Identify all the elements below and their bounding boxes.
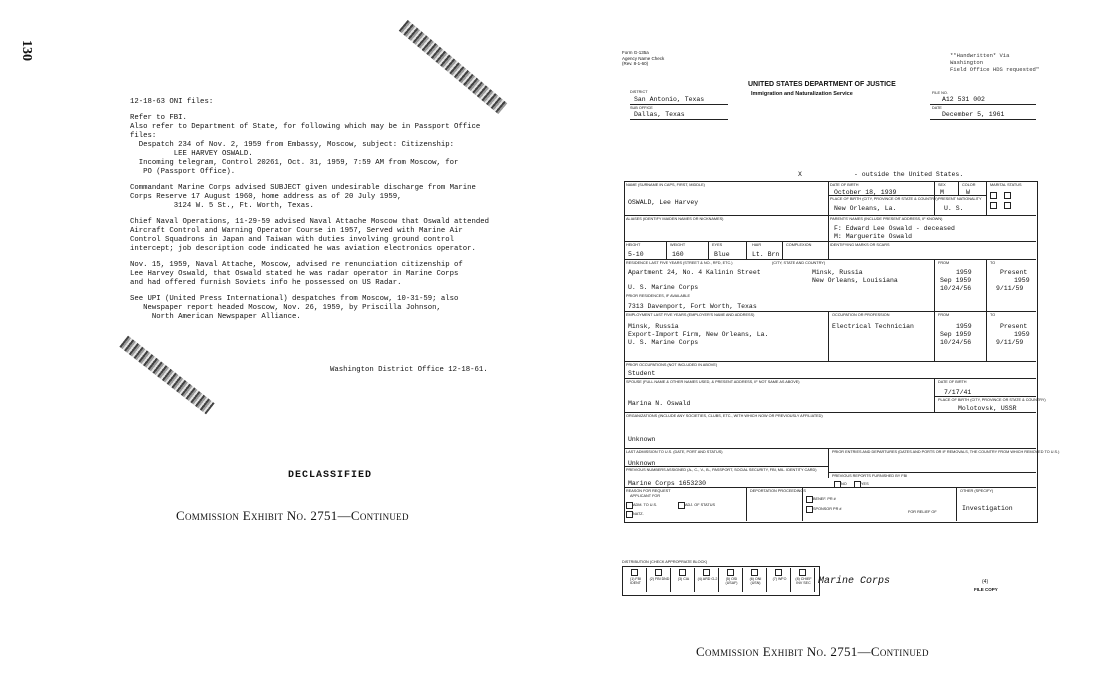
- distribution-checkbox: [727, 569, 734, 576]
- pob-value: New Orleans, La.: [834, 205, 897, 212]
- page-number: 130: [19, 40, 34, 61]
- nationality-value: U. S.: [944, 205, 964, 212]
- memo-paragraph: Commandant Marine Corps advised SUBJECT given undesirable discharge from Marine Corps Reserve 17 August 1960, home address as of 20 July 1959, 3124 W. 5 St., Ft. Worth, Texas.: [130, 184, 476, 210]
- residence-2-city: New Orleans, Louisiana: [812, 277, 898, 284]
- marital-checkbox: [1004, 192, 1011, 199]
- distribution-code: (1) FBI IDENT: [630, 577, 641, 585]
- distribution-code: (5) OSI (USAF): [725, 577, 738, 585]
- organizations-value: Unknown: [628, 436, 656, 443]
- right-caption: Commission Exhibit No. 2751—Continued: [696, 644, 929, 659]
- marital-checkbox: [990, 192, 997, 199]
- last-admission-value: Unknown: [628, 460, 656, 467]
- distribution-code: (2) FBI DND: [649, 577, 670, 581]
- prior-residence: 7313 Davenport, Fort Worth, Texas: [628, 303, 757, 310]
- spouse-dob: 7/17/41: [944, 389, 972, 396]
- spouse-pob: Molotovsk, USSR: [958, 405, 1017, 412]
- distribution-checkbox: [655, 569, 662, 576]
- distribution-checkbox: [679, 569, 686, 576]
- distribution-checkbox: [775, 569, 782, 576]
- declassified-stamp: DECLASSIFIED: [288, 470, 373, 481]
- memo-paragraph: Chief Naval Operations, 11-29-59 advised Naval Attache Moscow that Oswald attended Aircraft Control and Warning Operator Course in 1957, Served with Marine Air Control Squadrons in Japan and Taiwan with duties involving ground control intercept; job description code indicated he was aviation electronics operator.: [130, 218, 490, 253]
- distribution-cell: [696, 568, 719, 592]
- mother-value: M: Marguerite Oswald: [834, 233, 913, 240]
- outside-us-note: - outside the United States.: [854, 171, 964, 178]
- spouse-value: Marina N. Oswald: [628, 400, 691, 407]
- employment-1: Minsk, Russia: [628, 323, 679, 330]
- previous-numbers-value: Marine Corps 1653230: [628, 480, 707, 487]
- distribution-cell: [672, 568, 695, 592]
- residence-1: Apartment 24, No. 4 Kalinin Street: [628, 269, 761, 276]
- eyes-value: Blue: [714, 251, 730, 258]
- hair-value: Lt. Brn: [752, 251, 780, 258]
- file-number-value: A12 531 002: [942, 96, 985, 103]
- agency-name-check-form: Form G-135a Agency Name Check (Rev. 8-1-60) **Handwritten* Via Washington Field Office HDS requested" UNITED STATES DEPARTMENT OF JUSTICE Immigration and Naturalization Service DISTRICT San Antonio, Texas SUB OFFICE Dallas, Texas FILE NO. A12 531 002 DATE December 5, 1961 X - outside the United States. NAME (SURNAME IN CAPS, FIRST, MIDDLE) OSWALD, Lee Harvey DATE OF BIRTH October 18, 1939 SEX M COLOR W MARITAL STATUS PLACE OF BIRTH (CITY, PROVINCE OR STATE & COUNTRY) New Orleans, La. PRESENT NATIONALITY U. S. ALIASES (IDENTIFY MAIDEN NAMES OR NICKNAMES) PARENTS' NAMES (INCLUDE PRESENT ADDRESS, IF KNOWN) F: Edward Lee Oswald - deceased M: Marguerite Oswald HEIGHT 5-10 WEIGHT 160 EYES Blue HAIR Lt. Brn COMPLEXION IDENTIFYING MARKS OR SCARS RESIDENCE LAST FIVE YEARS (STREET & NO., RFD, ETC.) (CITY, STATE AND COUNTRY) FROM TO Apartment 24, No. 4 Kalinin Street Minsk, Russia 1959 Present New Orleans, Louisiana Sep 1959 1959 U. S. Marine Corps 10/24/56 9/11/59 PRIOR RESIDENCES, IF AVAILABLE 7313 Davenport, Fort Worth, Texas EMPLOYMENT LAST FIVE YEARS (EMPLOYER'S NAME AND ADDRESS) OCCUPATION OR PROFESSION FROM TO Minsk, Russia Export-Import Firm, New Orleans, La. U. S. Marine Corps Electrical Technician 1959 Present Sep 1959 1959 10/24/56 9/11/59 PRIOR OCCUPATIONS (NOT INCLUDED IN ABOVE) Student SPOUSE (FULL NAME & OTHER NAMES USED, & PRESENT ADDRESS, IF NOT SAME AS ABOVE) Marina N. Oswald DATE OF BIRTH 7/17/41 PLACE OF BIRTH (CITY, PROVINCE OR STATE & COUNTRY) Molotovsk, USSR ORGANIZATIONS (INCLUDE ANY SOCIETIES, CLUBS, ETC., WITH WHICH NOW OR PREVIOUSLY AFFILIATED) Unknown LAST ADMISSION TO U.S. (DATE, PORT AND STATUS) Unknown PRIOR ENTRIES AND DEPARTURES (DATES AND PORTS OR IF REMOVALS, THE COUNTRY FROM WHICH REMOVED TO U.S.) PREVIOUS NUMBERS ASSIGNED (A-, C-, V-, B-, PASSPORT, SOCIAL SECURITY, FBI, MIL. IDENTITY CARD) Marine Corps 1653230 PREVIOUS REPORTS FURNISHED BY FBI NO YES REASON FOR REQUEST APPLICANT FOR ADM. TO U.S. ADJ. OF STATUS NATZ. DEPORTATION PROCEEDINGS BENEF. PR # SPONSOR PR # FOR RELIEF OF OTHER (SPECIFY) Investigation DISTRIBUTION (CHECK APPROPRIATE BLOCK) (1) FBI IDENT (2) FBI DND (3) CIA (4) ARD G-2 (5) OSI (USAF) (6) ONI (USN) (7) WFO (8) CHIEF INV SEC Marine Corps (4) FILE COPY: [622, 50, 1040, 610]
- memo-paragraph: Refer to FBI. Also refer to Department of State, for following which may be in Passport Office files: Despatch 234 of Nov. 2, 1959 from Embassy, Moscow, subject: Citizenship: LEE HARVEY OSWALD. Incoming telegram, Control 20261, Oct. 31, 1959, 7:59 AM from Moscow, for PO (Passport Office).: [130, 114, 481, 176]
- distribution-cell: [768, 568, 791, 592]
- distribution-cell: [720, 568, 743, 592]
- tape-mark-bottom: [119, 336, 214, 415]
- distribution-signature: Marine Corps: [818, 576, 891, 587]
- marital-checkbox: [1004, 202, 1011, 209]
- oni-memo: [130, 98, 525, 329]
- prior-occupation: Student: [628, 370, 656, 377]
- distribution-checkbox: [799, 569, 806, 576]
- employment-3: U. S. Marine Corps: [628, 339, 699, 346]
- distribution-checkbox: [703, 569, 710, 576]
- office-line: Washington District Office 12-18-61.: [330, 366, 488, 374]
- marital-checkbox: [990, 202, 997, 209]
- weight-value: 160: [672, 251, 684, 258]
- distribution-code: (3) CIA: [677, 577, 690, 581]
- distribution-cell: [744, 568, 767, 592]
- sex-value: M: [940, 189, 944, 196]
- service-title: Immigration and Naturalization Service: [751, 91, 853, 97]
- distribution-checkbox: [631, 569, 638, 576]
- date-value: December 5, 1961: [942, 111, 1005, 118]
- left-caption: Commission Exhibit No. 2751—Continued: [176, 508, 409, 523]
- file-copy-label: FILE COPY: [974, 587, 998, 592]
- distribution-cell: [648, 568, 671, 592]
- dob-value: October 18, 1939: [834, 189, 897, 196]
- memo-paragraph: Nov. 15, 1959, Naval Attache, Moscow, advised re renunciation citizenship of Lee Harvey Oswald, that Oswald stated he was radar operator in Marine Corps and had offered furnish Soviets info he possessed on US Radar.: [130, 261, 463, 287]
- height-value: 5-10: [628, 251, 644, 258]
- residence-1-city: Minsk, Russia: [812, 269, 863, 276]
- department-title: UNITED STATES DEPARTMENT OF JUSTICE: [748, 81, 896, 88]
- distribution-checkbox: [751, 569, 758, 576]
- distribution-code: (7) WFO: [772, 577, 787, 581]
- memo-paragraph: 12-18-63 ONI files:: [130, 98, 214, 106]
- occupation-value: Electrical Technician: [832, 323, 914, 330]
- distribution-code: (6) ONI (USN): [749, 577, 762, 585]
- mark-x: X: [798, 171, 802, 178]
- handwritten-annotation: **Handwritten* Via Washington Field Office HDS requested": [950, 52, 1040, 73]
- distribution-cell: [792, 568, 815, 592]
- employment-2: Export-Import Firm, New Orleans, La.: [628, 331, 769, 338]
- distribution-cell: [624, 568, 647, 592]
- other-value: Investigation: [962, 505, 1013, 512]
- distribution-code: (8) CHIEF INV SEC: [795, 577, 812, 585]
- suboffice-value: Dallas, Texas: [634, 111, 685, 118]
- district-value: San Antonio, Texas: [634, 96, 705, 103]
- form-number: Form G-135a Agency Name Check (Rev. 8-1-60): [622, 50, 665, 66]
- distribution-code: (4) ARD G-2: [697, 577, 718, 581]
- residence-2: U. S. Marine Corps: [628, 284, 699, 291]
- father-value: F: Edward Lee Oswald - deceased: [834, 225, 955, 232]
- memo-paragraph: See UPI (United Press International) despatches from Moscow, 10-31-59; also Newspaper report headed Moscow, Nov. 26, 1959, by Priscilla Johnson, North American Newspaper Alliance.: [130, 295, 459, 321]
- name-value: OSWALD, Lee Harvey: [628, 199, 699, 206]
- color-value: W: [966, 189, 970, 196]
